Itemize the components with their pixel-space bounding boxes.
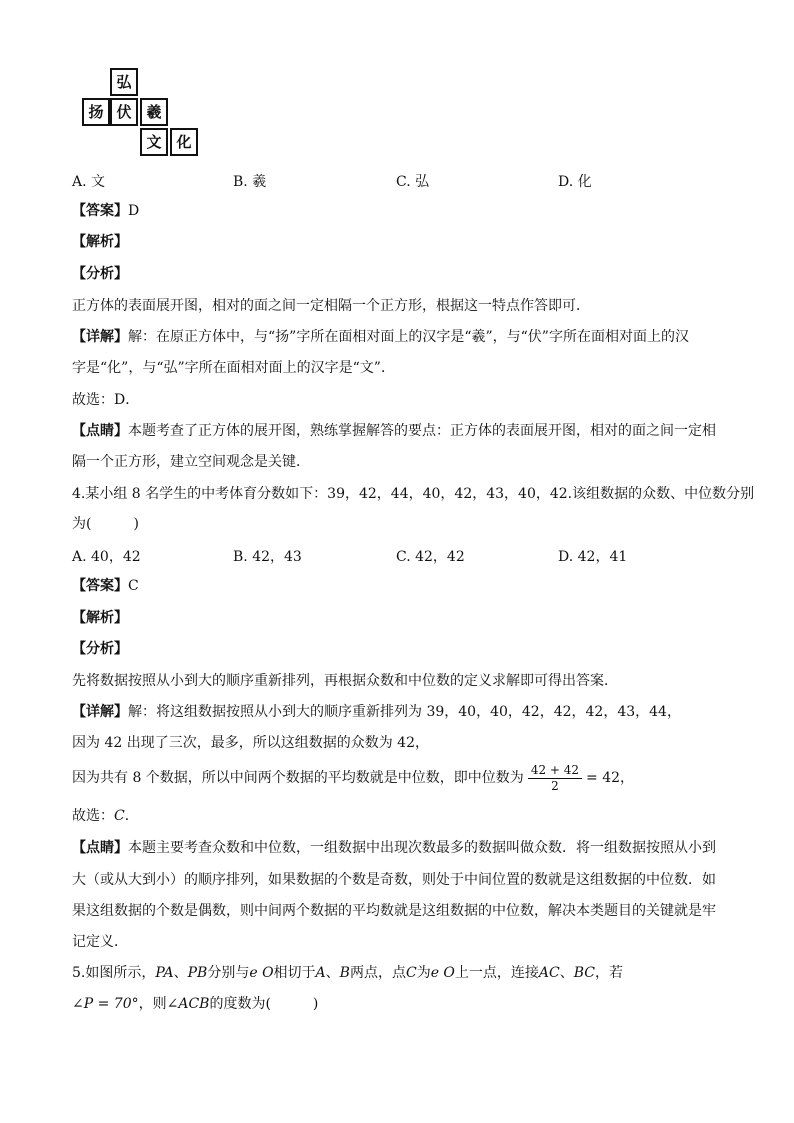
q4-answer — [72, 576, 139, 596]
q3-comment-line1 — [72, 421, 716, 441]
stem-text: 的度数为( ) — [209, 996, 319, 1012]
q4-analysis-label: 【解析】 — [72, 610, 128, 626]
fraction-numerator: 42 + 42 — [528, 763, 582, 779]
math-PB: PB — [187, 965, 208, 981]
q3-detail-line2: 字是“化”，与“弘”字所在面相对面上的汉字是“文”． — [72, 360, 395, 376]
q4-detail-line1 — [72, 702, 681, 722]
detail-text: 解：将这组数据按照从小到大的顺序重新排列为 39，40，40，42，42，42，43，44， — [128, 704, 681, 720]
stem-text: 相切于 — [273, 965, 316, 981]
math-circle-O: e O — [249, 965, 274, 981]
comment-label: 【点睛】 — [72, 423, 128, 439]
math-A: A — [315, 965, 326, 981]
net-cell-left: 扬 — [82, 98, 110, 126]
stem-text: 上一点，连接 — [454, 965, 539, 981]
math-circle-O: e O — [430, 965, 455, 981]
q3-option-a: A. 文 — [72, 174, 106, 190]
detail-text-end: = 42， — [586, 770, 635, 786]
q4-comment-line2: 大（或从大到小）的顺序排列，如果数据的个数是奇数，则处于中间位置的数就是这组数据的中位数．如 — [72, 872, 716, 888]
q5-stem-line1 — [72, 963, 623, 983]
q4-comment-line1 — [72, 838, 716, 858]
stem-text: 、 — [325, 965, 340, 981]
math-C: C — [405, 965, 417, 981]
math-B: B — [339, 965, 350, 981]
detail-text: 解：在原正方体中，与“扬”字所在面相对面上的汉字是“羲”，与“伏”字所在面相对面上的汉 — [128, 329, 689, 345]
q4-fenxi-label: 【分析】 — [72, 641, 128, 657]
answer-label: 【答案】 — [72, 578, 128, 594]
net-cell-top: 弘 — [110, 68, 138, 96]
net-cell-mid: 伏 — [110, 98, 138, 126]
q3-option-d: D. 化 — [558, 174, 592, 190]
q3-answer — [72, 201, 139, 221]
detail-label: 【详解】 — [72, 329, 128, 345]
comment-label: 【点睛】 — [72, 840, 128, 856]
comment-text: 本题主要考查众数和中位数，一组数据中出现次数最多的数据叫做众数．将一组数据按照从小到 — [128, 840, 716, 856]
choose-prefix: 故选： — [72, 808, 114, 824]
q4-option-a: A. 40，42 — [72, 549, 141, 565]
stem-text: 为 — [416, 965, 431, 981]
q3-fenxi-label: 【分析】 — [72, 266, 128, 282]
stem-text: ，若 — [595, 965, 623, 981]
detail-label: 【详解】 — [72, 704, 128, 720]
comment-text: 本题考查了正方体的展开图，熟练掌握解答的要点：正方体的表面展开图，相对的面之间一定相 — [128, 423, 716, 439]
answer-label: 【答案】 — [72, 203, 128, 219]
stem-text: 分别与 — [207, 965, 250, 981]
net-cell-bottom-left: 文 — [140, 128, 168, 156]
q4-comment-line3: 果这组数据的个数是偶数，则中间两个数据的平均数就是这组数据的中位数，解决本类题目的关键就是牢 — [72, 903, 716, 919]
net-cell-bottom-right: 化 — [170, 128, 198, 156]
q3-choose: 故选：D． — [72, 392, 140, 408]
q4-choose — [72, 806, 139, 826]
q3-comment-line2: 隔一个正方形，建立空间观念是关键． — [72, 454, 310, 470]
math-angle-P: ∠P = 70° — [72, 996, 139, 1012]
q3-detail-line1 — [72, 327, 689, 347]
stem-text: 两点，点 — [349, 965, 406, 981]
q3-analysis-label: 【解析】 — [72, 234, 128, 250]
math-PA: PA — [155, 965, 174, 981]
choose-suffix: ． — [124, 808, 139, 824]
answer-value: C — [128, 578, 139, 594]
stem-text: 、 — [173, 965, 188, 981]
q4-option-d: D. 42，41 — [558, 549, 628, 565]
q5-stem-line2 — [72, 994, 318, 1014]
answer-value: D — [128, 203, 140, 219]
fraction-denominator: 2 — [551, 778, 559, 793]
math-angle-ACB: ∠ACB — [166, 996, 210, 1012]
q4-comment-line4: 记定义． — [72, 934, 128, 950]
q3-fenxi-text: 正方体的表面展开图，相对的面之间一定相隔一个正方形，根据这一特点作答即可． — [72, 298, 590, 314]
detail-text: 因为共有 8 个数据，所以中间两个数据的平均数就是中位数，即中位数为 — [72, 770, 524, 786]
q3-option-c: C. 弘 — [396, 174, 430, 190]
math-AC: AC — [538, 965, 560, 981]
q4-detail-line2: 因为 42 出现了三次，最多，所以这组数据的众数为 42， — [72, 735, 429, 751]
q3-option-b: B. 羲 — [233, 174, 267, 190]
net-cell-right: 羲 — [140, 98, 168, 126]
q4-option-b: B. 42，43 — [233, 549, 302, 565]
math-BC: BC — [573, 965, 595, 981]
q4-stem-line1: 4.某小组 8 名学生的中考体育分数如下：39，42，44，40，42，43，40，42.该组数据的众数、中位数分别 — [72, 486, 755, 502]
q4-stem-line2: 为( ) — [72, 516, 139, 532]
stem-text: ，则 — [138, 996, 167, 1012]
choose-variable: C — [114, 808, 125, 824]
stem-text: 、 — [559, 965, 574, 981]
stem-text: 5.如图所示， — [72, 965, 156, 981]
median-fraction — [528, 763, 582, 794]
q4-option-c: C. 42，42 — [396, 549, 465, 565]
q4-detail-line3 — [72, 762, 634, 794]
q4-fenxi-text: 先将数据按照从小到大的顺序重新排列，再根据众数和中位数的定义求解即可得出答案． — [72, 673, 618, 689]
